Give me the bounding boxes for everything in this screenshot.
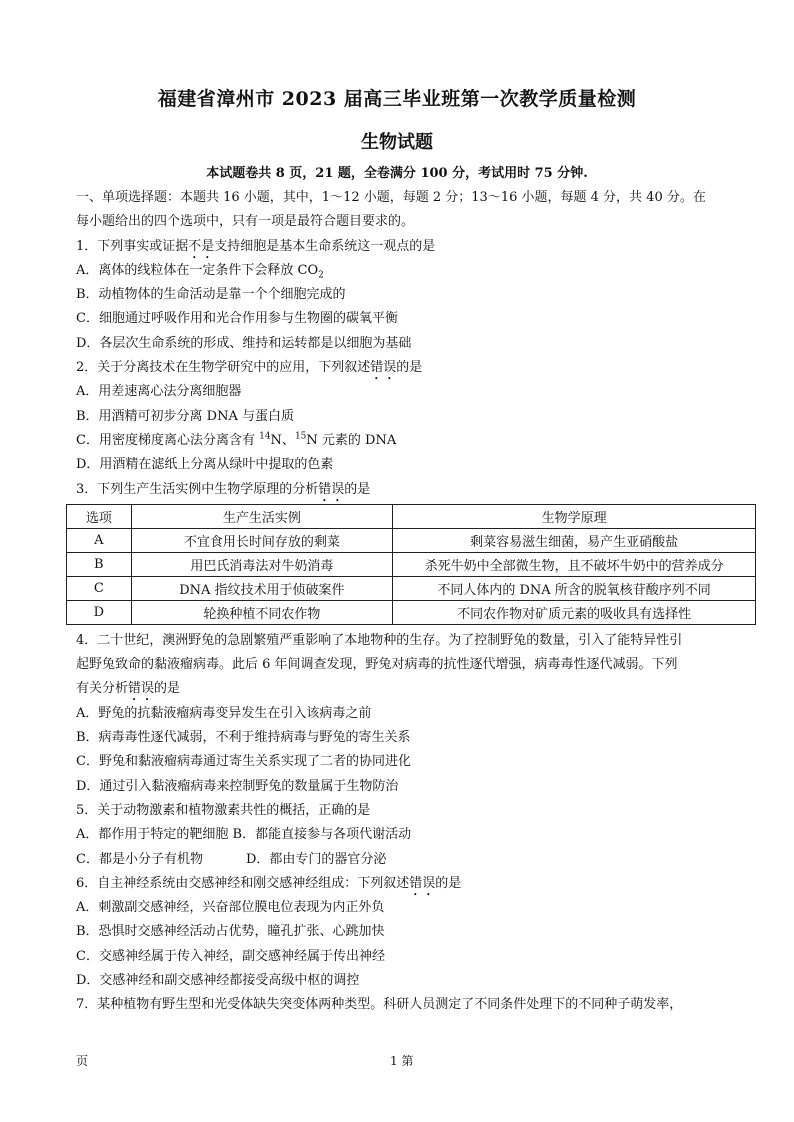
question-2-option-c: C．用密度梯度离心法分离含有 $^{14}$N、$^{15}$N 元素的 DNA	[76, 431, 397, 448]
table-cell: 杀死牛奶中全部微生物，且不破坏牛奶中的营养成分	[393, 552, 756, 576]
question-6-option-d: D．交感神经和副交感神经都接受高级中枢的调控	[76, 973, 360, 989]
question-6-option-b: B．恐惧时交感神经活动占优势，瞳孔扩张、心跳加快	[76, 924, 385, 940]
table-cell: D	[67, 600, 132, 624]
question-2-option-a: A．用差速离心法分离细胞器	[76, 384, 242, 400]
question-6-stem: 6．自主神经系统由交感神经和刚交感神经组成：下列叙述错误的是	[76, 875, 462, 891]
question-2-stem: 2．关于分离技术在生物学研究中的应用，下列叙述错误的是	[76, 360, 423, 376]
table-header-row	[67, 504, 756, 528]
emphasis-text: 错误	[318, 481, 345, 497]
table-cell: 用巴氏消毒法对牛奶消毒	[131, 552, 392, 576]
emphasis-text: 错误	[409, 875, 436, 891]
question-content	[76, 186, 726, 1018]
question-6-option-c: C．交感神经属于传入神经，副交感神经属于传出神经	[76, 948, 385, 964]
table-header: 选项	[67, 504, 132, 528]
table-cell: B	[67, 552, 132, 576]
question-4-stem: 4．二十世纪，澳洲野兔的急剧繁殖严重影响了本地物种的生存。为了控制野兔的数量，引入了能特异性引	[76, 632, 683, 648]
question-6-option-a: A．刺激副交感神经，兴奋部位膜电位表现为内正外负	[76, 900, 385, 916]
question-2-option-b: B．用酒精可初步分离 DNA 与蛋白质	[76, 408, 295, 424]
section-instructions: 一、单项选择题：本题共 16 小题，其中，1～12 小题，每题 2 分；13～16 小题，每题 4 分，共 40 分。在	[76, 190, 706, 205]
table-row	[67, 576, 756, 600]
table-cell: DNA 指纹技术用于侦破案件	[131, 576, 392, 600]
question-1-option-a: A．离体的线粒体在一定条件下会释放 $CO_2$	[76, 262, 324, 281]
question-4-option-a: A．野兔的抗黏液瘤病毒变异发生在引入该病毒之前	[76, 705, 372, 721]
table-cell: A	[67, 528, 132, 552]
question-1-option-c: C．细胞通过呼吸作用和光合作用参与生物圈的碳氧平衡	[76, 311, 398, 327]
table-cell: 不同人体内的 DNA 所含的脱氧核苷酸序列不同	[393, 576, 756, 600]
table-cell: 剩菜容易滋生细菌，易产生亚硝酸盐	[393, 528, 756, 552]
question-3-stem: 3．下列生产生活实例中生物学原理的分析错误的是	[76, 481, 371, 497]
question-4-option-d: D．通过引入黏液瘤病毒来控制野兔的数量属于生物防治	[76, 778, 399, 794]
question-1-option-d: D．各层次生命系统的形成、维持和运转都是以细胞为基础	[76, 335, 412, 351]
question-4-option-c: C．野兔和黏液瘤病毒通过寄生关系实现了二者的协同进化	[76, 754, 411, 770]
table-cell: 不宜食用长时间存放的剩菜	[131, 528, 392, 552]
question-4-stem-cont: 起野兔致命的黏液瘤病毒。此后 6 年间调查发现，野兔对病毒的抗性逐代增强，病毒毒性逐代减弱。下列	[76, 657, 678, 673]
section-instructions-cont: 每小题给出的四个选项中，只有一项是最符合题目要求的。	[76, 214, 415, 230]
table-header: 生产生活实例	[131, 504, 392, 528]
question-4-stem-end: 有关分析错误的是	[76, 681, 181, 697]
question-3-table	[66, 504, 756, 625]
question-1-option-b: B．动植物体的生命活动是靠一个个细胞完成的	[76, 287, 346, 303]
question-5-option-cd: C．都是小分子有机物 D．都由专门的器官分泌	[76, 851, 387, 867]
question-5-option-ab: A．都作用于特定的靶细胞 B．都能直接参与各项代谢活动	[76, 827, 412, 843]
question-7-stem: 7．某种植物有野生型和光受体缺失突变体两种类型。科研人员测定了不同条件处理下的不同种子萌发率，	[76, 997, 683, 1013]
exam-title: 福建省漳州市 2023 届高三毕业班第一次教学质量检测	[157, 88, 637, 110]
table-cell: 轮换种植不同农作物	[131, 600, 392, 624]
footer-page-number: 1 第	[390, 1054, 414, 1068]
table-cell: C	[67, 576, 132, 600]
question-5-stem: 5．关于动物激素和植物激素共性的概括，正确的是	[76, 802, 371, 818]
emphasis-text: 错误	[128, 681, 155, 697]
table-row	[67, 552, 756, 576]
emphasis-text: 不是	[188, 238, 215, 254]
table-row	[67, 600, 756, 624]
table-header: 生物学原理	[393, 504, 756, 528]
question-1-stem: 1．下列事实或证据不是支持细胞是基本生命系统这一观点的是	[76, 238, 436, 254]
emphasis-text: 错误	[370, 360, 397, 376]
footer-page-label: 页	[76, 1054, 89, 1068]
question-4-option-b: B．病毒毒性逐代减弱，不利于维持病毒与野兔的寄生关系	[76, 730, 411, 746]
table-row	[67, 528, 756, 552]
table-cell: 不同农作物对矿质元素的吸收具有选择性	[393, 600, 756, 624]
exam-info: 本试题卷共 8 页，21 题，全卷满分 100 分，考试用时 75 分钟.	[206, 166, 588, 181]
question-2-option-d: D．用酒精在滤纸上分离从绿叶中提取的色素	[76, 457, 334, 473]
subject-title: 生物试题	[361, 132, 433, 153]
